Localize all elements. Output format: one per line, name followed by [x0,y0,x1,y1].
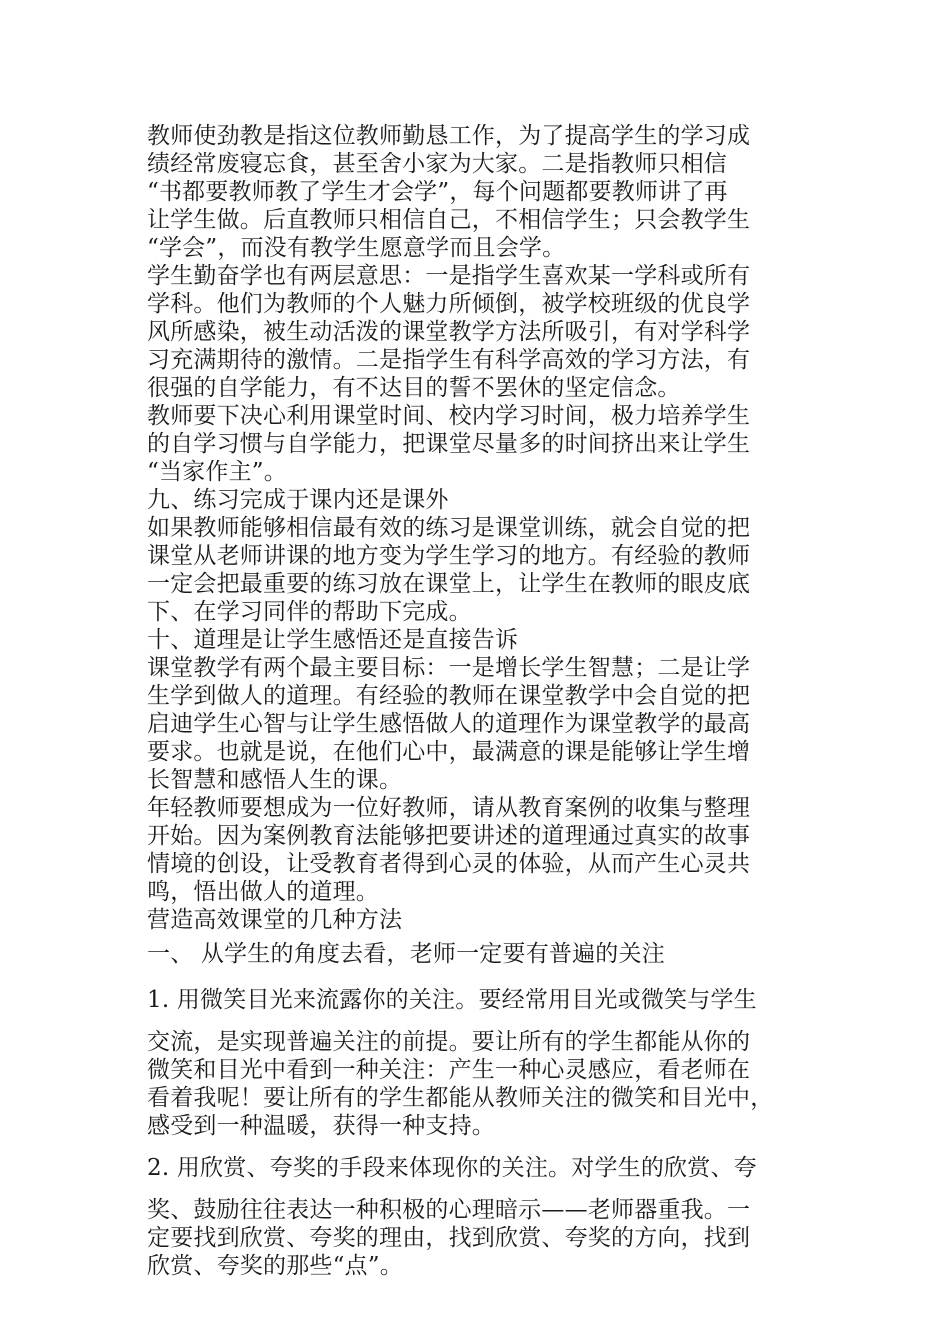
text-line: 很强的自学能力，有不达目的誓不罢休的坚定信念。 [147,375,681,401]
text-line: 奖、鼓励往往表达一种积极的心理暗示——老师器重我。一 [147,1197,751,1223]
text-line: 的自学习惯与自学能力，把课堂尽量多的时间挤出来让学生 [147,431,751,457]
text-line: 情境的创设，让受教育者得到心灵的体验，从而产生心灵共 [147,851,751,877]
text-line: 绩经常废寝忘食，甚至舍小家为大家。二是指教师只相信 [147,151,727,177]
list-item-2-heading [147,1154,812,1182]
heading-text: 十、道理是让学生感悟还是直接告诉 [147,627,519,653]
text-line: “当家作主”。 [147,459,287,485]
text-line: 要求。也就是说，在他们心中，最满意的课是能够让学生增 [147,739,751,765]
text-line: 启迪学生心智与让学生感悟做人的道理作为课堂教学的最高 [147,711,751,737]
list-item-1-heading [147,986,812,1014]
paragraph [147,122,812,262]
text-line: 微笑和目光中看到一种关注：产生一种心灵感应，看老师在 [147,1057,751,1083]
text-line: 课堂从老师讲课的地方变为学生学习的地方。有经验的教师 [147,543,751,569]
text-line: 下、在学习同伴的帮助下完成。 [147,599,472,625]
text-line: 生学到做人的道理。有经验的教师在课堂教学中会自觉的把 [147,683,751,709]
text-line: “书都要教师教了学生才会学”，每个问题都要教师讲了再 [147,179,728,205]
text-line: 学科。他们为教师的个人魅力所倾倒，被学校班级的优良学 [147,291,751,317]
title-text: 营造高效课堂的几种方法 [147,907,403,933]
text-line: 鸣，悟出做人的道理。 [147,879,379,905]
text-line: 习充满期待的激情。二是指学生有科学高效的学习方法，有 [147,347,751,373]
subsection-heading-1 [147,940,812,968]
text-line: 一定会把最重要的练习放在课堂上，让学生在教师的眼皮底 [147,571,751,597]
section-heading-9 [147,486,812,514]
text-line: 教师使劲教是指这位教师勤恳工作，为了提高学生的学习成 [147,123,751,149]
list-item-2-body [147,1196,812,1280]
text-line: 长智慧和感悟人生的课。 [147,767,403,793]
text-line: 风所感染，被生动活泼的课堂教学方法所吸引，有对学科学 [147,319,751,345]
paragraph [147,262,812,402]
text-line: 开始。因为案例教育法能够把要讲述的道理通过真实的故事 [147,823,751,849]
heading-text: 2. 用欣赏、夸奖的手段来体现你的关注。对学生的欣赏、夸 [147,1155,757,1181]
text-line: “学会”，而没有教学生愿意学而且会学。 [147,235,566,261]
paragraph [147,402,812,486]
list-item-1-body [147,1028,812,1140]
heading-text: 九、练习完成于课内还是课外 [147,487,449,513]
section-title [147,906,812,934]
text-line: 让学生做。后直教师只相信自己，不相信学生；只会教学生 [147,207,751,233]
paragraph [147,514,812,626]
text-line: 教师要下决心利用课堂时间、校内学习时间，极力培养学生 [147,403,751,429]
paragraph [147,654,812,794]
text-line: 如果教师能够相信最有效的练习是课堂训练，就会自觉的把 [147,515,751,541]
text-line: 课堂教学有两个最主要目标：一是增长学生智慧；二是让学 [147,655,751,681]
section-heading-10 [147,626,812,654]
text-line: 学生勤奋学也有两层意思：一是指学生喜欢某一学科或所有 [147,263,751,289]
text-line: 交流，是实现普遍关注的前提。要让所有的学生都能从你的 [147,1029,751,1055]
text-line: 感受到一种温暖，获得一种支持。 [147,1113,495,1139]
text-line: 看着我呢！要让所有的学生都能从教师关注的微笑和目光中， [147,1085,774,1111]
document-body [147,122,812,1280]
heading-text: 1. 用微笑目光来流露你的关注。要经常用目光或微笑与学生 [147,987,757,1013]
text-line: 欣赏、夸奖的那些“点”。 [147,1253,403,1279]
paragraph [147,794,812,906]
text-line: 定要找到欣赏、夸奖的理由，找到欣赏、夸奖的方向，找到 [147,1225,751,1251]
heading-text: 一、 从学生的角度去看，老师一定要有普遍的关注 [147,941,665,967]
text-line: 年轻教师要想成为一位好教师，请从教育案例的收集与整理 [147,795,751,821]
